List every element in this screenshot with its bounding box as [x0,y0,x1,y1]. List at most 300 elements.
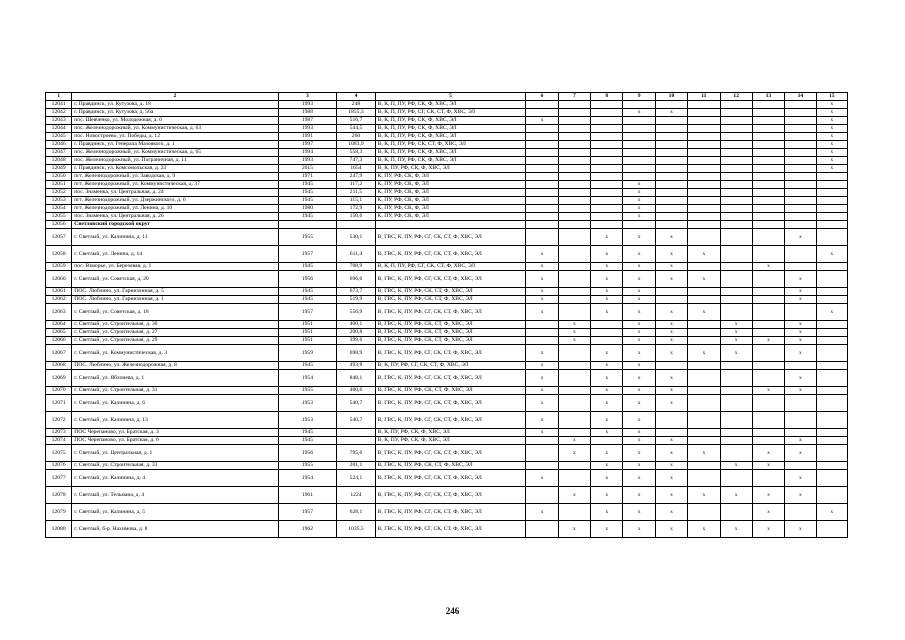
mark-cell [752,181,784,189]
mark-cell: x [785,387,816,395]
mark-cell: x [655,229,687,246]
year-cell: 1993 [278,125,337,133]
mark-cell: x [623,487,655,504]
mark-cell [720,173,752,181]
column-header: 3 [278,93,337,101]
mark-cell [688,337,720,345]
mark-cell [688,109,720,117]
mark-cell: x [558,321,590,329]
column-header: 9 [623,93,655,101]
mark-cell [688,387,720,395]
mark-cell [558,288,590,296]
row-id: 12054 [46,205,72,213]
table-row [46,157,848,165]
year-cell: 1945 [278,197,337,205]
year-cell: 1962 [278,521,337,538]
mark-cell [558,205,590,213]
mark-cell [558,157,590,165]
mark-cell [816,445,847,462]
mark-cell: x [591,462,623,470]
column-header: 1 [46,93,72,101]
year-cell: 1980 [278,205,337,213]
mark-cell: x [655,271,687,288]
mark-cell [688,412,720,429]
mark-cell: x [591,521,623,538]
mark-cell [720,263,752,271]
mark-cell [752,157,784,165]
mark-cell [720,395,752,412]
row-id: 12080 [46,521,72,538]
mark-cell: x [623,337,655,345]
mark-cell: x [816,304,847,321]
mark-cell [816,370,847,387]
mark-cell [558,263,590,271]
mark-cell [752,229,784,246]
mark-cell [752,213,784,221]
mark-cell [785,362,816,370]
mark-cell [688,429,720,437]
column-header: 12 [720,93,752,101]
systems-cell: В, К, П, ПУ, РФ, СК, Ф, ХВС, ЭЛ [375,125,526,133]
mark-cell [526,521,558,538]
mark-cell: x [816,504,847,521]
area-cell: 172,9 [337,205,375,213]
mark-cell [720,141,752,149]
mark-cell: x [591,345,623,362]
mark-cell [720,504,752,521]
area-cell: 544,5 [337,125,375,133]
mark-cell [752,395,784,412]
table-row [46,149,848,157]
mark-cell: x [591,288,623,296]
area-cell: 628,1 [337,504,375,521]
table-row [46,304,848,321]
mark-cell [526,181,558,189]
systems-cell: В, К, П, ПУ, РФ, СГ, СК, СТ, Ф, ХВС, ЭЛ [375,109,526,117]
row-id: 12052 [46,189,72,197]
mark-cell: x [752,337,784,345]
systems-cell: В, К, ПУ, РФ, СК, Ф, ХВС, ЭЛ [375,429,526,437]
mark-cell: x [623,362,655,370]
row-id: 12042 [46,109,72,117]
mark-cell: x [526,296,558,304]
mark-cell [591,437,623,445]
mark-cell [526,141,558,149]
mark-cell [785,149,816,157]
mark-cell [785,157,816,165]
systems-cell: В, К, П, ПУ, РФ, СК, Ф, ХВС, ЭЛ [375,133,526,141]
mark-cell [752,470,784,487]
mark-cell: x [623,197,655,205]
mark-cell [720,387,752,395]
systems-cell: В, К, П, ПУ, РФ, СГ, СК, СТ, Ф, ХВС, ЭЛ [375,263,526,271]
mark-cell: x [816,109,847,117]
mark-cell [558,133,590,141]
mark-cell [816,521,847,538]
mark-cell [785,189,816,197]
systems-cell: В, ГВС, К, ПУ, РФ, СК, СТ, Ф, ХВС, ЭЛ [375,329,526,337]
mark-cell [526,487,558,504]
area-cell: 516,7 [337,117,375,125]
mark-cell [558,221,590,229]
mark-cell [558,304,590,321]
systems-cell: В, К, П, ПУ, РФ, СК, Ф, ХВС, ЭЛ [375,157,526,165]
mark-cell [816,470,847,487]
table-row [46,246,848,263]
area-cell: 247,9 [337,173,375,181]
area-cell [337,221,375,229]
mark-cell [752,133,784,141]
mark-cell [558,149,590,157]
systems-cell: В, ГВС, К, ПУ, РФ, СК, СТ, Ф, ХВС, ЭЛ [375,337,526,345]
column-header: 8 [591,93,623,101]
year-cell [278,221,337,229]
row-id: 12067 [46,345,72,362]
table-row [46,296,848,304]
year-cell: 1953 [278,412,337,429]
address-cell: ПОС. Люблино, ул. Гарнизонная, д. 5 [72,288,278,296]
mark-cell: x [785,288,816,296]
mark-cell [623,125,655,133]
mark-cell [752,304,784,321]
mark-cell: x [526,263,558,271]
mark-cell [526,165,558,173]
mark-cell [816,229,847,246]
address-cell: пос. Знаменка, ул. Центральная, д. 26 [72,213,278,221]
mark-cell: x [720,337,752,345]
mark-cell [558,213,590,221]
mark-cell: x [623,395,655,412]
year-cell: 1956 [278,271,337,288]
area-cell [337,437,375,445]
mark-cell [526,445,558,462]
mark-cell: x [720,329,752,337]
mark-cell [558,362,590,370]
area-cell: 558,3 [337,149,375,157]
mark-cell: x [785,329,816,337]
mark-cell [688,504,720,521]
table-row [46,173,848,181]
mark-cell [688,437,720,445]
systems-cell: К, ПУ, РФ, СК, Ф, ЭЛ [375,189,526,197]
mark-cell [655,205,687,213]
mark-cell [720,271,752,288]
table-row [46,109,848,117]
mark-cell [688,362,720,370]
address-cell: пгт. Железнодорожный, ул. Коммунистическая, д. 37 [72,181,278,189]
mark-cell: x [526,246,558,263]
mark-cell [752,165,784,173]
row-id: 12045 [46,133,72,141]
mark-cell [785,462,816,470]
address-cell: ПОС Черепаново, ул. Братская, д. 6 [72,437,278,445]
mark-cell [655,157,687,165]
mark-cell [655,181,687,189]
mark-cell: x [623,321,655,329]
mark-cell [688,329,720,337]
mark-cell [688,321,720,329]
table-row [46,221,848,229]
row-id: 12068 [46,362,72,370]
mark-cell: x [623,370,655,387]
mark-cell: x [623,246,655,263]
mark-cell: x [816,101,847,109]
mark-cell [688,189,720,197]
mark-cell [785,181,816,189]
table-row [46,101,848,109]
row-id: 12055 [46,213,72,221]
area-cell: 200,8 [337,329,375,337]
area-cell: 524,1 [337,470,375,487]
address-cell: пос. Шевченко, ул. Молодежная, д. 6 [72,117,278,125]
mark-cell: x [591,412,623,429]
mark-cell: x [591,504,623,521]
systems-cell: К, ПУ, РФ, СК, Ф, ЭЛ [375,181,526,189]
mark-cell [591,205,623,213]
systems-cell: В, К, ПУ, РФ, СК, Ф, ХВС, ЭЛ [375,165,526,173]
mark-cell [752,329,784,337]
mark-cell [752,141,784,149]
area-cell: 400,1 [337,321,375,329]
area-cell: 1224 [337,487,375,504]
table-row [46,462,848,470]
mark-cell [591,337,623,345]
mark-cell: x [591,445,623,462]
mark-cell: x [688,345,720,362]
year-cell: 1955 [278,462,337,470]
address-cell: пгт. Железнодорожный, ул. Ленина, д. 10 [72,205,278,213]
mark-cell [752,345,784,362]
mark-cell [752,246,784,263]
mark-cell: x [816,165,847,173]
mark-cell [720,429,752,437]
mark-cell [688,205,720,213]
mark-cell [720,304,752,321]
mark-cell [785,412,816,429]
column-header: 13 [752,93,784,101]
mark-cell: x [591,395,623,412]
mark-cell [591,221,623,229]
mark-cell [655,221,687,229]
year-cell: 1945 [278,181,337,189]
mark-cell: x [752,445,784,462]
mark-cell [816,395,847,412]
mark-cell [752,221,784,229]
mark-cell [688,470,720,487]
mark-cell [785,173,816,181]
page-number: 246 [445,606,460,616]
table-row [46,117,848,125]
mark-cell: x [591,429,623,437]
year-cell: 1988 [278,109,337,117]
mark-cell [816,288,847,296]
systems-cell: В, ГВС, К, ПУ, РФ, СК, СТ, Ф, ХВС, ЭЛ [375,288,526,296]
address-cell: г. Светлый, ул. Тельмана, д. 4 [72,487,278,504]
area-cell: 1035,5 [337,521,375,538]
area-cell: 556,9 [337,304,375,321]
systems-cell: В, К, П, ПУ, РФ, СК, Ф, ХВС, ЭЛ [375,149,526,157]
mark-cell: x [720,487,752,504]
table-row [46,229,848,246]
mark-cell [720,181,752,189]
mark-cell [816,337,847,345]
mark-cell [785,117,816,125]
mark-cell [752,149,784,157]
year-cell: 1953 [278,395,337,412]
mark-cell [720,189,752,197]
year-cell: 1993 [278,101,337,109]
systems-cell: В, ГВС, К, ПУ, РФ, СГ, СК, СТ, Ф, ХВС, ЭЛ [375,445,526,462]
mark-cell [526,205,558,213]
mark-cell [558,109,590,117]
mark-cell: x [785,521,816,538]
mark-cell [655,141,687,149]
table-row [46,205,848,213]
area-cell: 696,6 [337,271,375,288]
systems-cell: В, ГВС, К, ПУ, РФ, СГ, СК, СТ, Ф, ХВС, ЭЛ [375,304,526,321]
mark-cell [558,504,590,521]
mark-cell [785,263,816,271]
area-cell: 211,5 [337,189,375,197]
row-id: 12044 [46,125,72,133]
mark-cell [688,229,720,246]
mark-cell: x [752,521,784,538]
mark-cell: x [623,437,655,445]
systems-cell: В, ГВС, К, ПУ, РФ, СГ, СК, СТ, Ф, ХВС, ЭЛ [375,271,526,288]
mark-cell [688,213,720,221]
mark-cell [752,205,784,213]
systems-cell [375,221,526,229]
mark-cell [526,157,558,165]
systems-cell: К, ПУ, РФ, СК, Ф, ЭЛ [375,205,526,213]
mark-cell [752,288,784,296]
mark-cell [591,109,623,117]
mark-cell [591,173,623,181]
address-cell: ПОС Черепаново, ул. Братская, д. 3 [72,429,278,437]
mark-cell [785,221,816,229]
table-row [46,263,848,271]
year-cell: 1957 [278,504,337,521]
year-cell: 1951 [278,329,337,337]
systems-cell: В, ГВС, К, ПУ, РФ, СК, СТ, Ф, ХВС, ЭЛ [375,321,526,329]
row-id: 12062 [46,296,72,304]
mark-cell: x [816,141,847,149]
address-cell: пос. Новостроево, ул. Победы, д. 12 [72,133,278,141]
mark-cell [785,395,816,412]
mark-cell: x [655,263,687,271]
address-cell: г. Светлый, ул. Калинина, д. 6 [72,395,278,412]
systems-cell: В, ГВС, К, ПУ, РФ, СГ, СК, СТ, Ф, ХВС, ЭЛ [375,470,526,487]
mark-cell: x [526,504,558,521]
mark-cell: x [558,437,590,445]
row-id: 12043 [46,117,72,125]
mark-cell [526,229,558,246]
mark-cell [655,165,687,173]
mark-cell: x [655,109,687,117]
area-cell: 399,6 [337,337,375,345]
area-cell: 117,2 [337,181,375,189]
mark-cell: x [526,362,558,370]
mark-cell [526,321,558,329]
systems-cell: В, К, П, ПУ, РФ, СК, Ф, ХВС, ЭЛ [375,101,526,109]
mark-cell [558,197,590,205]
systems-cell: В, ГВС, К, ПУ, РФ, СГ, СК, СТ, Ф, ХВС, ЭЛ [375,229,526,246]
address-cell: г. Светлый, б-р. Нахимова, д. 8 [72,521,278,538]
row-id: 12075 [46,445,72,462]
area-cell: 400,6 [337,387,375,395]
mark-cell: x [816,157,847,165]
area-cell: 519,9 [337,296,375,304]
year-cell: 1951 [278,321,337,329]
mark-cell [591,329,623,337]
row-id: 12063 [46,304,72,321]
year-cell: 1987 [278,117,337,125]
mark-cell: x [558,445,590,462]
mark-cell: x [785,229,816,246]
area-cell: 698,9 [337,345,375,362]
mark-cell [752,197,784,205]
mark-cell: x [655,395,687,412]
table-row [46,133,848,141]
mark-cell [558,296,590,304]
mark-cell [591,101,623,109]
mark-cell: x [591,229,623,246]
row-id: 12070 [46,387,72,395]
area-cell: 150,6 [337,213,375,221]
mark-cell: x [623,263,655,271]
mark-cell [655,101,687,109]
systems-cell: В, ГВС, К, ПУ, РФ, СГ, СК, СТ, Ф, ХВС, ЭЛ [375,412,526,429]
mark-cell: x [752,487,784,504]
mark-cell [720,362,752,370]
address-cell: г. Светлый, ул. Калинина, д. 5 [72,504,278,521]
mark-cell [591,213,623,221]
row-id: 12066 [46,337,72,345]
mark-cell [816,181,847,189]
mark-cell [558,370,590,387]
row-id: 12059 [46,263,72,271]
mark-cell [688,125,720,133]
mark-cell: x [558,329,590,337]
year-cell: 1945 [278,288,337,296]
address-cell: г. Светлый, ул. Строительная, д. 33 [72,462,278,470]
mark-cell: x [623,296,655,304]
mark-cell [591,321,623,329]
mark-cell: x [591,246,623,263]
address-cell: г. Светлый, ул. Советская, д. 18 [72,304,278,321]
mark-cell [655,362,687,370]
address-cell: г. Светлый, ул. Калинина, д. 13 [72,412,278,429]
mark-cell [526,125,558,133]
mark-cell [720,288,752,296]
row-id: 12060 [46,271,72,288]
mark-cell [623,149,655,157]
table-row [46,345,848,362]
mark-cell [558,189,590,197]
mark-cell [720,165,752,173]
mark-cell [785,109,816,117]
year-cell: 1945 [278,437,337,445]
row-id: 12048 [46,157,72,165]
mark-cell [816,387,847,395]
column-header: 11 [688,93,720,101]
systems-cell: В, ГВС, К, ПУ, РФ, СГ, СК, СТ, Ф, ХВС, ЭЛ [375,521,526,538]
mark-cell [558,165,590,173]
row-id: 12073 [46,429,72,437]
mark-cell [591,141,623,149]
mark-cell [558,462,590,470]
mark-cell [720,445,752,462]
